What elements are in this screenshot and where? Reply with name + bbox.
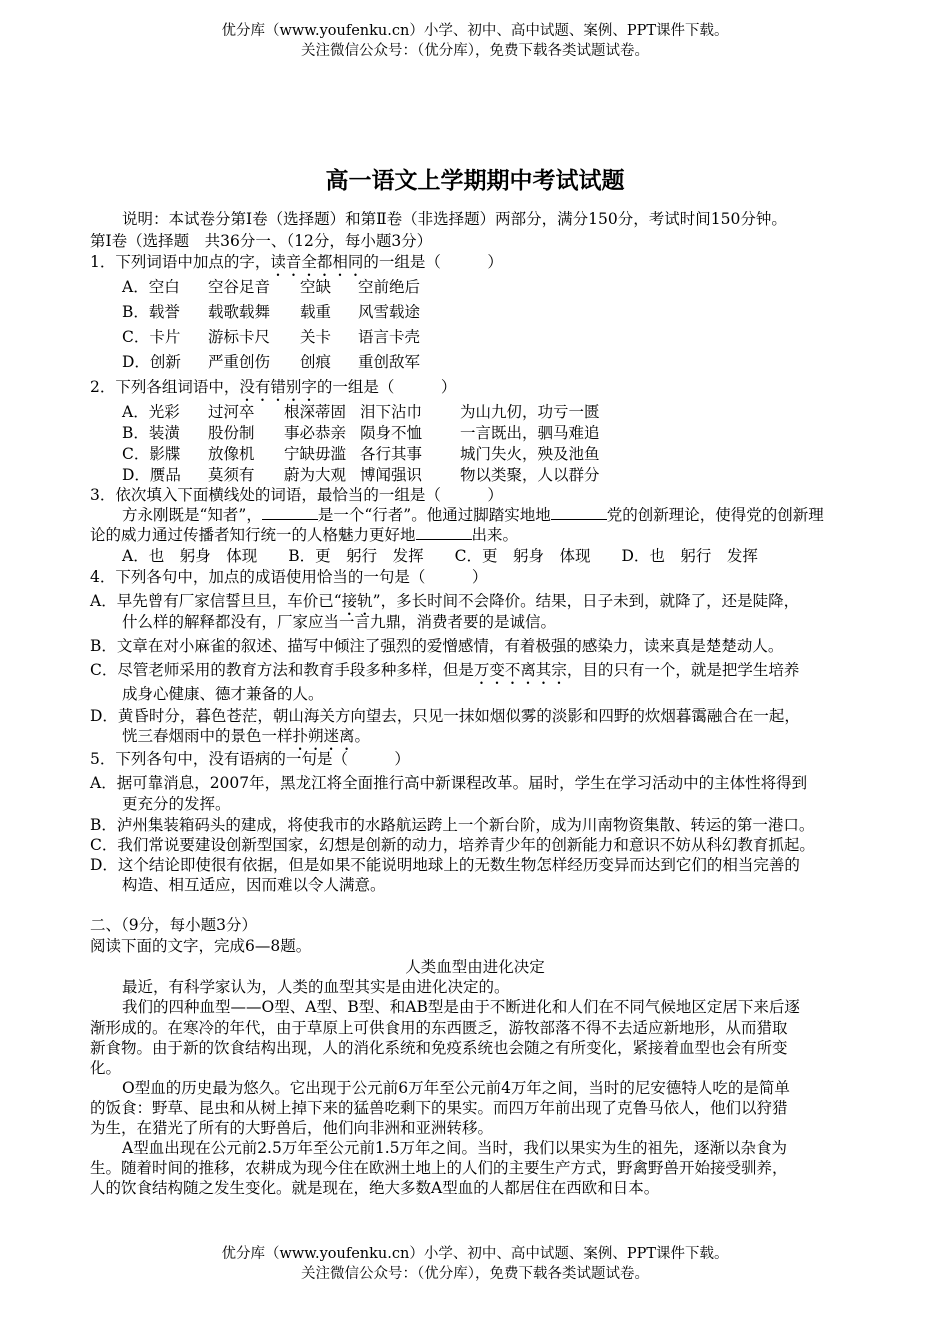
question-5-stem: 5．下列各句中，没有语病的一句是（ ）	[90, 750, 410, 768]
blank-line	[416, 525, 472, 540]
question-2-option-a: A．光彩 过河卒 根深蒂固 泪下沾巾 为山九仞，功亏一匮	[122, 403, 600, 421]
question-4-stem: 4．下列各句中，加点的成语使用恰当的一句是（ ）	[90, 568, 488, 586]
article-paragraph-line: 渐形成的。在寒冷的年代，由于草原上可供食用的东西匮乏，游牧部落不得不去适应新地形，从而猎取	[90, 1019, 788, 1037]
question-2-option-c: C．影牒 放像机 宁缺毋滥 各行其事 城门失火，殃及池鱼	[122, 445, 600, 463]
question-3-text-line-1: 方永刚既是“知者”， 是一个“行者”。他通过脚踏实地地 党的创新理论，使得党的创新理	[122, 506, 824, 524]
blank-line	[262, 505, 318, 520]
page-footer-line-1: 优分库（www.youfenku.cn）小学、初中、高中试题、案例、PPT课件下载。	[221, 1246, 729, 1262]
article-title: 人类血型由进化决定	[405, 958, 545, 976]
article-paragraph-line: 新食物。由于新的饮食结构出现，人的消化系统和免疫系统也会随之有所变化，紧接着血型也会有所变	[90, 1039, 788, 1057]
question-4-option-a-cont: 什么样的解释都没有，厂家应当一言九鼎，消费者要的是诚信。	[122, 613, 557, 631]
question-3-text-line-2: 论的威力通过传播者知行统一的人格魅力更好地 出来。	[90, 526, 519, 544]
question-5-option-b: B．泸州集装箱码头的建成，将使我市的水路航运跨上一个新台阶，成为川南物资集散、转运的第一港口。	[90, 816, 815, 834]
question-5-option-c: C．我们常说要建设创新型国家，幻想是创新的动力，培养青少年的创新能力和意识不妨从科幻教育抓起。	[90, 836, 815, 854]
question-1-option-a: A．空白 空谷足音 空缺 空前绝后	[122, 278, 421, 296]
question-2-option-d: D．赝品 莫须有 蔚为大观 博闻强识 物以类聚，人以群分	[122, 466, 600, 484]
article-paragraph: O型血的历史最为悠久。它出现于公元前6万年至公元前4万年之间，当时的尼安德特人吃的是简单	[122, 1079, 790, 1097]
exam-instructions: 说明：本试卷分第Ⅰ卷（选择题）和第Ⅱ卷（非选择题）两部分，满分150分，考试时间150分钟。	[122, 210, 787, 228]
question-3-stem: 3．依次填入下面横线处的词语，最恰当的一组是（ ）	[90, 486, 503, 504]
page-header-line-2: 关注微信公众号：（优分库），免费下载各类试题试卷。	[301, 43, 649, 59]
question-5-option-d: D．这个结论即使很有依据，但是如果不能说明地球上的无数生物怎样经历变异而达到它们的相当完善的	[90, 856, 800, 874]
page-footer-line-2: 关注微信公众号：（优分库），免费下载各类试题试卷。	[301, 1266, 649, 1282]
question-5-option-a-cont: 更充分的发挥。	[122, 795, 231, 813]
question-5-option-d-cont: 构造、相互适应，因而难以令人满意。	[122, 876, 386, 894]
question-1-stem: 1．下列词语中加点的字，读音全都相同的一组是（ ）	[90, 253, 503, 271]
question-3-options: A．也 躬身 体现 B．更 躬行 发挥 C．更 躬身 体现 D．也 躬行 发挥	[122, 547, 758, 565]
question-4-option-a: A．早先曾有厂家信誓旦旦，车价已“接轨”，多长时间不会降价。结果，日子未到，就降了，还是陡降，	[90, 592, 800, 610]
article-paragraph-line: 人的饮食结构随之发生变化。就是现在，绝大多数A型血的人都居住在西欧和日本。	[90, 1179, 660, 1197]
question-1-option-c: C．卡片 游标卡尺 关卡 语言卡壳	[122, 328, 421, 346]
question-1-option-b: B．载誉 载歌载舞 载重 风雪载途	[122, 303, 421, 321]
question-2-stem: 2．下列各组词语中，没有错别字的一组是（ ）	[90, 378, 457, 396]
question-1-option-d: D．创新 严重创伤 创痕 重创敌军	[122, 353, 421, 371]
article-paragraph-line: 化。	[90, 1059, 122, 1077]
blank-line	[551, 505, 607, 520]
article-paragraph-line: 为生，在猎光了所有的大野兽后，他们向非洲和亚洲转移。	[90, 1119, 494, 1137]
question-4-option-d-cont: 恍三春烟雨中的景色一样扑朔迷离。	[122, 727, 371, 745]
article-paragraph: A型血出现在公元前2.5万年至公元前1.5万年之间。当时，我们以果实为生的祖先，逐渐以杂食为	[122, 1139, 787, 1157]
article-paragraph: 最近，有科学家认为，人类的血型其实是由进化决定的。	[122, 978, 510, 996]
reading-instruction: 阅读下面的文字，完成6—8题。	[90, 937, 312, 955]
question-4-option-b: B．文章在对小麻雀的叙述、描写中倾注了强烈的爱憎感情，有着极强的感染力，读来真是楚楚动人。	[90, 637, 784, 655]
page-header-line-1: 优分库（www.youfenku.cn）小学、初中、高中试题、案例、PPT课件下载。	[221, 23, 729, 39]
part-one-heading: 第Ⅰ卷（选择题 共36分一、（12分，每小题3分）	[90, 232, 433, 250]
question-5-option-a: A．据可靠消息，2007年，黑龙江将全面推行高中新课程改革。届时，学生在学习活动中的主体性将得到	[90, 774, 808, 792]
question-4-option-c-cont: 成身心健康、德才兼备的人。	[122, 685, 324, 703]
question-4-option-d: D．黄昏时分，暮色苍茫，朝山海关方向望去，只见一抹如烟似雾的淡影和四野的炊烟暮霭融合在一起，	[90, 707, 800, 725]
page-title: 高一语文上学期期中考试试题	[325, 168, 625, 194]
section-two-heading: 二、（9分，每小题3分）	[90, 916, 257, 934]
article-paragraph-line: 的饭食：野草、昆虫和从树上掉下来的猛兽吃剩下的果实。而四万年前出现了克鲁马依人，他们以狩猎	[90, 1099, 788, 1117]
question-2-option-b: B．装潢 股份制 事必恭亲 陨身不恤 一言既出，驷马难追	[122, 424, 600, 442]
article-paragraph: 我们的四种血型——O型、A型、B型、和AB型是由于不断进化和人们在不同气候地区定居下来后逐	[122, 998, 800, 1016]
question-4-option-c: C．尽管老师采用的教育方法和教育手段多种多样，但是万变不离其宗，目的只有一个，就是把学生培养	[90, 661, 800, 679]
article-paragraph-line: 生。随着时间的推移，农耕成为现今住在欧洲土地上的人们的主要生产方式，野禽野兽开始接受驯养，	[90, 1159, 788, 1177]
